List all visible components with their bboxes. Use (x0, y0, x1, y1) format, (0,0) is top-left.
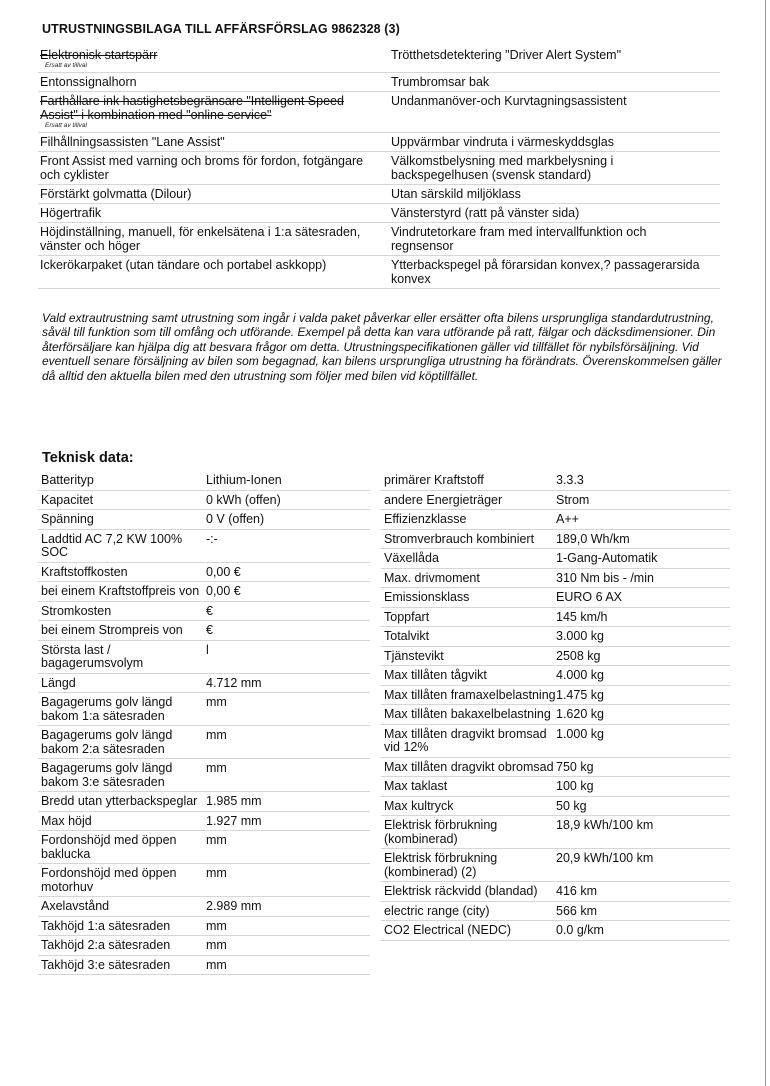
tech-row (381, 627, 730, 647)
tech-row (381, 686, 730, 706)
tech-row (381, 510, 730, 530)
tech-data-left-table (38, 471, 370, 975)
tech-value: l (206, 642, 209, 657)
tech-label: Effizienzklasse (384, 512, 467, 526)
tech-row (381, 816, 730, 849)
tech-row (381, 921, 730, 941)
equipment-item (379, 92, 720, 132)
equipment-text: Entonssignalhorn (40, 75, 137, 89)
tech-row (381, 608, 730, 628)
tech-row (381, 569, 730, 589)
equipment-text: Utan särskild miljöklass (391, 187, 521, 201)
tech-row (381, 588, 730, 608)
equipment-text: Filhållningsassisten "Lane Assist" (40, 135, 225, 149)
tech-label: Max höjd (41, 813, 92, 828)
tech-value: 100 kg (556, 779, 594, 793)
tech-value: 2.989 mm (206, 899, 262, 913)
tech-label: Tjänstevikt (384, 648, 444, 663)
tech-label: Axelavstånd (41, 899, 110, 913)
tech-value: 0 kWh (offen) (206, 492, 281, 507)
tech-value: 416 km (556, 884, 597, 898)
tech-label: Elektrisk räckvidd (blandad) (384, 884, 538, 898)
tech-value: -:- (206, 531, 218, 546)
tech-value: mm (206, 866, 227, 880)
tech-row (381, 530, 730, 550)
tech-label: Bredd utan ytterbackspeglar (41, 794, 198, 808)
tech-value: mm (206, 918, 227, 933)
tech-row (38, 792, 370, 812)
tech-value: 3.3.3 (556, 473, 584, 487)
tech-value: Strom (556, 492, 590, 507)
tech-value: 1.475 kg (556, 687, 604, 702)
document-title: UTRUSTNINGSBILAGA TILL AFFÄRSFÖRSLAG 9862328 (3) (42, 22, 400, 36)
tech-value: 189,0 Wh/km (556, 531, 630, 546)
tech-label: Bagagerums golv längd bakom 2:a sätesraden (41, 728, 173, 756)
tech-value: mm (206, 938, 227, 952)
tech-row (38, 491, 370, 511)
tech-label: Takhöjd 2:a sätesraden (41, 938, 171, 952)
tech-label: Max tillåten tågvikt (384, 668, 487, 682)
tech-row (38, 602, 370, 622)
tech-label: Laddtid AC 7,2 KW 100% SOC (41, 531, 183, 559)
tech-data-right-table (381, 471, 730, 941)
tech-row (381, 471, 730, 491)
tech-value: 4.712 mm (206, 675, 262, 690)
tech-value: 0,00 € (206, 584, 241, 598)
tech-label: Takhöjd 3:e sätesraden (41, 957, 171, 972)
tech-value: 50 kg (556, 798, 587, 813)
equipment-item (38, 133, 379, 151)
equipment-item (38, 92, 379, 132)
equipment-item (379, 46, 720, 72)
tech-label: Max taklast (384, 779, 448, 793)
tech-value: 310 Nm bis - /min (556, 570, 654, 585)
tech-value: 1.927 mm (206, 813, 262, 828)
tech-value: 1-Gang-Automatik (556, 551, 658, 565)
page-edge-line (765, 0, 766, 1086)
equipment-text: Vänsterstyrd (ratt på vänster sida) (391, 206, 580, 220)
tech-label: Max tillåten dragvikt bromsad vid 12% (384, 726, 547, 754)
equipment-text: Förstärkt golvmatta (Dilour) (40, 187, 192, 201)
tech-row (38, 759, 370, 792)
tech-value: mm (206, 833, 227, 847)
tech-label: Elektrisk förbrukning (kombinerad) (384, 818, 498, 846)
tech-value: 4.000 kg (556, 668, 604, 682)
tech-value: EURO 6 AX (556, 590, 622, 604)
tech-data-heading: Teknisk data: (42, 450, 134, 466)
tech-value: 750 kg (556, 759, 594, 774)
tech-value: A++ (556, 512, 579, 526)
equipment-item (379, 133, 720, 151)
tech-value: € (206, 603, 213, 618)
tech-row (381, 777, 730, 797)
tech-value: 20,9 kWh/100 km (556, 851, 654, 865)
tech-row (38, 917, 370, 937)
equipment-item (38, 73, 379, 91)
tech-row (381, 725, 730, 758)
equipment-text: Trötthetsdetektering "Driver Alert System" (391, 48, 622, 62)
equipment-item (38, 46, 379, 72)
tech-row (381, 882, 730, 902)
tech-label: Batterityp (41, 473, 94, 487)
replaced-note: Ersatt av tillval (45, 122, 87, 129)
tech-label: Bagagerums golv längd bakom 1:a sätesraden (41, 695, 173, 723)
tech-row (381, 797, 730, 817)
equipment-item (379, 185, 720, 203)
tech-value: 1.985 mm (206, 794, 262, 808)
tech-row (38, 956, 370, 976)
equipment-text: Uppvärmbar vindruta i värmeskyddsglas (391, 135, 615, 149)
tech-label: Max kultryck (384, 798, 454, 813)
tech-label: Kraftstoffkosten (41, 564, 128, 579)
tech-row (381, 758, 730, 778)
equipment-row (38, 152, 720, 185)
tech-label: Största last / bagagerumsvolym (41, 642, 144, 670)
tech-value: 566 km (556, 903, 597, 918)
tech-label: Max tillåten bakaxelbelastning (384, 707, 551, 721)
tech-value: mm (206, 728, 227, 742)
equipment-text: Ickerökarpaket (utan tändare och portabel askkopp) (40, 258, 327, 272)
equipment-row (38, 73, 720, 92)
tech-row (38, 530, 370, 563)
tech-row (381, 849, 730, 882)
equipment-text: Högertrafik (40, 206, 102, 220)
tech-row (38, 936, 370, 956)
tech-label: Takhöjd 1:a sätesraden (41, 918, 171, 933)
tech-row (38, 674, 370, 694)
tech-row (38, 693, 370, 726)
equipment-row (38, 133, 720, 152)
equipment-row (38, 204, 720, 223)
tech-value: 0,00 € (206, 564, 241, 579)
tech-value: 0 V (offen) (206, 512, 265, 526)
tech-row (38, 897, 370, 917)
tech-label: Stromverbrauch kombiniert (384, 531, 535, 546)
tech-value: 145 km/h (556, 609, 608, 624)
tech-row (38, 812, 370, 832)
tech-row (381, 666, 730, 686)
tech-label: Stromkosten (41, 603, 112, 618)
equipment-item (38, 152, 379, 184)
tech-value: mm (206, 695, 227, 709)
equipment-text: Ytterbackspegel på förarsidan konvex,? passagerarsida konvex (391, 258, 700, 286)
tech-label: Totalvikt (384, 629, 430, 643)
tech-value: 18,9 kWh/100 km (556, 818, 654, 832)
equipment-row (38, 223, 720, 256)
tech-row (381, 902, 730, 922)
replaced-equipment-text: Elektronisk startspärr (40, 48, 158, 62)
equipment-table (38, 46, 720, 289)
tech-label: Kapacitet (41, 492, 94, 507)
tech-row (38, 621, 370, 641)
tech-label: Bagagerums golv längd bakom 3:e sätesraden (41, 761, 173, 789)
equipment-item (379, 152, 720, 184)
tech-label: electric range (city) (384, 903, 490, 918)
equipment-item (38, 256, 379, 288)
tech-value: Lithium-Ionen (206, 473, 282, 487)
tech-row (38, 582, 370, 602)
tech-label: Elektrisk förbrukning (kombinerad) (2) (384, 851, 498, 879)
equipment-text: Front Assist med varning och broms för fordon, fotgängare och cyklister (40, 154, 364, 182)
tech-label: Max. drivmoment (384, 570, 480, 585)
tech-row (38, 726, 370, 759)
equipment-row (38, 92, 720, 133)
tech-value: 1.620 kg (556, 707, 604, 721)
replaced-note: Ersatt av tillval (45, 62, 87, 69)
equipment-row (38, 256, 720, 289)
tech-row (38, 563, 370, 583)
tech-value: mm (206, 761, 227, 775)
tech-label: Spänning (41, 512, 94, 526)
equipment-item (38, 204, 379, 222)
tech-label: Max tillåten dragvikt obromsad (384, 759, 554, 774)
equipment-row (38, 46, 720, 73)
equipment-text: Välkomstbelysning med markbelysning i backspegelhusen (svensk standard) (391, 154, 614, 182)
equipment-item (379, 73, 720, 91)
equipment-item (38, 223, 379, 255)
tech-row (381, 491, 730, 511)
equipment-item (379, 204, 720, 222)
tech-value: 0.0 g/km (556, 923, 604, 937)
tech-value: 1.000 kg (556, 726, 604, 741)
tech-value: 3.000 kg (556, 629, 604, 643)
disclaimer-text: Vald extrautrustning samt utrustning som ingår i valda paket påverkar eller ersätter ofta bilens ursprungliga standardutrustning, såväl till funktion som till omfång och utförande. Exempel på detta kan vara utförande på ratt, fälgar och däcksdimensioner. Din återförsäljare kan hjälpa dig att besvara frågor om detta. Utrustningspecifikationen gäller vid tillfället för nybilsförsäljning. Vid eventuell senare försäljning av bilen som begagnad, kan bilens ursprungliga utrustning ha förändrats. Överenskommelsen gäller då alltid den aktuella bilen med den utrustning som följer med bilen vid köptillfället. (42, 311, 722, 383)
equipment-item (379, 223, 720, 255)
tech-row (38, 471, 370, 491)
tech-row (38, 864, 370, 897)
tech-label: Fordonshöjd med öppen baklucka (41, 833, 177, 861)
tech-row (38, 641, 370, 674)
equipment-item (379, 256, 720, 288)
tech-label: bei einem Strompreis von (41, 623, 183, 637)
tech-value: 2508 kg (556, 648, 601, 663)
tech-label: Växellåda (384, 551, 439, 565)
tech-value: € (206, 623, 213, 637)
tech-label: CO2 Electrical (NEDC) (384, 923, 512, 937)
tech-row (381, 705, 730, 725)
equipment-text: Vindrutetorkare fram med intervallfunktion och regnsensor (391, 225, 647, 253)
equipment-row (38, 185, 720, 204)
tech-label: bei einem Kraftstoffpreis von (41, 584, 200, 598)
tech-row (38, 831, 370, 864)
tech-row (381, 647, 730, 667)
tech-value: mm (206, 957, 227, 972)
tech-label: Max tillåten framaxelbelastning (384, 687, 556, 702)
tech-label: Toppfart (384, 609, 430, 624)
equipment-text: Undanmanöver-och Kurvtagningsassistent (391, 94, 627, 108)
replaced-equipment-text: Farthållare ink hastighetsbegränsare "Intelligent Speed Assist" i kombination med "online service" (40, 94, 344, 122)
equipment-text: Trumbromsar bak (391, 75, 490, 89)
tech-label: Emissionsklass (384, 590, 470, 604)
equipment-item (38, 185, 379, 203)
tech-label: andere Energieträger (384, 492, 503, 507)
equipment-text: Höjdinställning, manuell, för enkelsätena i 1:a sätesraden, vänster och höger (40, 225, 361, 253)
tech-label: Fordonshöjd med öppen motorhuv (41, 866, 177, 894)
tech-label: Längd (41, 675, 76, 690)
tech-label: primärer Kraftstoff (384, 473, 484, 487)
tech-row (381, 549, 730, 569)
tech-row (38, 510, 370, 530)
